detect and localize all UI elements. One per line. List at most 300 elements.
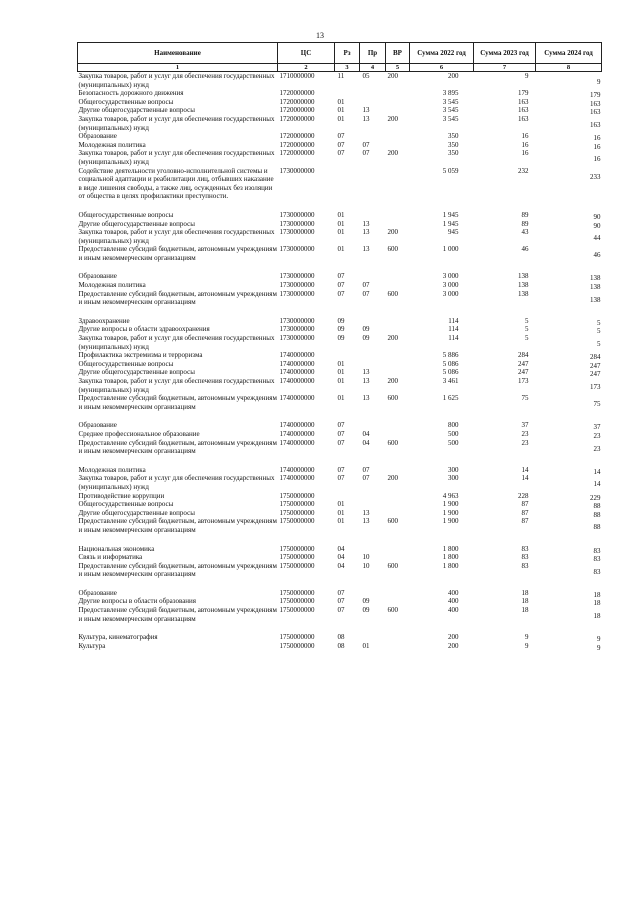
row-sum-2024-value: 75 [593,400,601,409]
table-row [78,98,602,107]
row-target-code: 1750000000 [279,491,315,500]
row-subsection [360,545,386,554]
row-target-code: 1750000000 [279,544,315,553]
table-row [78,421,602,430]
row-sum-2024-value: 163 [590,108,601,117]
row-expense-type [386,89,410,98]
row-section: 07 [337,438,345,447]
row-target-code: 1740000000 [279,359,315,368]
row-sum-2023: 16 [521,149,529,158]
row-expense-type [386,597,410,606]
row-sum-2024-value: 83 [593,555,601,564]
row-sum-2022: 200 [448,633,459,642]
row-sum-2024 [536,439,602,456]
row-expense-type [386,281,410,290]
row-target-code: 1720000000 [279,89,315,98]
row-section: 07 [337,606,345,615]
row-sum-2024 [536,545,602,554]
row-sum-2022: 3 461 [442,377,459,385]
table-row [78,368,602,377]
row-sum-2024 [536,167,602,201]
row-section: 07 [337,289,345,298]
row-target-code: 1720000000 [279,149,315,158]
row-subsection: 09 [362,334,370,343]
spacer-cell [78,262,602,272]
row-name: Связь и информатика [78,553,143,562]
row-sum-2024-value: 138 [590,295,601,304]
row-sum-2024 [536,115,602,132]
table-row [78,439,602,456]
row-expense-type: 600 [387,606,398,615]
row-sum-2024 [536,334,602,351]
row-name: Закупка товаров, работ и услуг для обеспечения государственных (муниципальных) нужд [78,474,275,491]
row-subsection: 07 [362,289,370,298]
row-sum-2023: 89 [521,210,529,219]
column-number: 5 [386,64,410,72]
row-section [335,351,360,360]
row-name: Молодежная политика [78,281,146,290]
row-section: 04 [337,544,345,553]
row-sum-2023: 37 [521,421,529,430]
row-subsection [360,500,386,509]
row-subsection: 13 [362,394,370,403]
row-sum-2022: 1 900 [442,500,459,509]
row-section: 07 [337,421,345,430]
row-name: Закупка товаров, работ и услуг для обеспечения государственных (муниципальных) нужд [78,334,275,351]
table-row [78,466,602,475]
row-target-code: 1730000000 [279,228,315,237]
row-section: 11 [337,72,345,80]
row-expense-type: 600 [387,394,398,403]
row-sum-2024-value: 88 [593,502,601,511]
spacer-cell [78,201,602,211]
row-section [335,492,360,501]
row-sum-2022: 300 [448,474,459,483]
row-sum-2024 [536,421,602,430]
row-sum-2023: 284 [518,351,529,360]
table-row [78,106,602,115]
row-subsection [360,89,386,98]
row-subsection: 09 [362,597,370,606]
row-section: 01 [337,377,345,385]
row-target-code: 1730000000 [279,245,315,254]
row-sum-2023: 16 [521,132,529,141]
row-target-code: 1740000000 [279,421,315,430]
table-row [78,517,602,534]
row-section: 07 [337,597,345,606]
row-target-code: 1740000000 [279,351,315,360]
row-sum-2024-value: 83 [593,567,601,576]
row-name: Предоставление субсидий бюджетным, автономным учреждениям и иным некоммерческим организациям [78,245,277,262]
row-sum-2023: 83 [521,561,529,570]
row-sum-2024-value: 233 [590,172,601,181]
row-expense-type [386,106,410,115]
table-row [78,553,602,562]
row-subsection: 05 [362,72,370,80]
table-row [78,360,602,369]
row-sum-2024-value: 37 [593,423,601,432]
row-sum-2022: 400 [448,597,459,606]
row-expense-type [386,360,410,369]
row-sum-2024 [536,377,602,394]
row-sum-2022: 1 625 [442,394,459,403]
table-row [78,430,602,439]
row-target-code: 1750000000 [279,597,315,606]
row-section [335,167,360,201]
row-subsection [360,360,386,369]
header-cs: ЦС [278,43,335,64]
row-sum-2022: 4 963 [442,491,459,500]
table-row [78,72,602,90]
row-name: Другие вопросы в области здравоохранения [78,325,210,334]
row-sum-2023: 228 [518,491,529,500]
row-target-code: 1740000000 [279,377,315,385]
row-target-code: 1740000000 [279,474,315,483]
row-sum-2022: 1 800 [442,561,459,570]
row-sum-2024 [536,360,602,369]
spacer-row [78,623,602,633]
row-sum-2024 [536,589,602,598]
row-expense-type: 600 [387,245,398,254]
row-section: 01 [337,517,345,526]
row-expense-type: 200 [387,149,398,158]
table-row [78,642,602,651]
row-sum-2023: 9 [525,641,529,650]
row-target-code: 1730000000 [279,289,315,298]
row-section: 01 [337,114,345,123]
row-expense-type [386,211,410,220]
row-sum-2023: 5 [525,334,529,343]
row-name: Молодежная политика [78,465,146,474]
row-name: Среднее профессиональное образование [78,429,200,438]
row-subsection: 07 [362,140,370,149]
row-sum-2023: 173 [518,377,529,385]
row-subsection: 13 [362,114,370,123]
row-expense-type: 200 [387,228,398,237]
row-section: 07 [337,588,345,597]
row-expense-type: 200 [387,114,398,123]
row-name: Предоставление субсидий бюджетным, автономным учреждениям и иным некоммерческим организациям [78,394,277,411]
row-name: Другие общегосударственные вопросы [78,508,195,517]
row-sum-2023: 83 [521,553,529,562]
row-sum-2023: 138 [518,272,529,281]
table-row [78,545,602,554]
column-number: 2 [278,64,335,72]
row-subsection [360,167,386,201]
header-sum-2022: Сумма 2022 год [410,43,474,64]
row-name: Содействие деятельности уголовно-исполнительной системы и социальной адаптации и реабилитации лиц, отбывших наказание в виде лишения свободы, а также лиц, осужденных без изоляции от общества в целях профилактики преступности. [78,166,274,201]
row-sum-2024-value: 18 [593,599,601,608]
row-section: 04 [337,561,345,570]
row-name: Культура, кинематография [78,633,158,642]
row-sum-2022: 1 900 [442,508,459,517]
row-target-code: 1730000000 [279,325,315,334]
spacer-cell [78,623,602,633]
row-sum-2024 [536,317,602,326]
row-sum-2024 [536,272,602,281]
row-sum-2023: 14 [521,474,529,483]
row-sum-2023: 247 [518,368,529,377]
row-sum-2023: 87 [521,508,529,517]
row-name: Закупка товаров, работ и услуг для обеспечения государственных (муниципальных) нужд [78,377,275,394]
row-section: 01 [337,245,345,254]
column-number: 3 [335,64,360,72]
row-sum-2022: 5 086 [442,359,459,368]
row-sum-2023: 16 [521,140,529,149]
row-subsection: 09 [362,606,370,615]
row-expense-type [386,642,410,651]
row-sum-2024 [536,220,602,229]
row-sum-2024-value: 284 [590,353,601,362]
row-expense-type [386,509,410,518]
table-row [78,597,602,606]
row-sum-2024-value: 173 [590,383,601,391]
header-rz: Рз [335,43,360,64]
row-section: 07 [337,149,345,158]
row-subsection: 10 [362,553,370,562]
row-sum-2022: 3 000 [442,281,459,290]
spacer-row [78,411,602,421]
row-expense-type [386,325,410,334]
row-sum-2022: 1 000 [442,245,459,254]
row-sum-2023: 87 [521,500,529,509]
row-target-code: 1710000000 [279,72,315,80]
row-target-code: 1720000000 [279,114,315,123]
row-sum-2024 [536,132,602,141]
row-section: 07 [337,272,345,281]
row-name: Противодействие коррупции [78,491,165,500]
row-sum-2024 [536,351,602,360]
row-section: 01 [337,359,345,368]
row-section: 01 [337,368,345,377]
table-row [78,474,602,491]
row-sum-2022: 114 [448,325,459,334]
row-sum-2023: 43 [521,228,529,237]
row-section: 01 [337,228,345,237]
row-name: Общегосударственные вопросы [78,97,174,106]
row-expense-type [386,317,410,326]
table-row [78,272,602,281]
row-expense-type [386,545,410,554]
table-row [78,245,602,262]
row-sum-2024 [536,517,602,534]
row-name: Предоставление субсидий бюджетным, автономным учреждениям и иным некоммерческим организациям [78,289,277,307]
row-sum-2024-value: 247 [590,361,601,370]
row-expense-type [386,492,410,501]
row-name: Национальная экономика [78,544,155,553]
spacer-row [78,262,602,272]
row-sum-2024-value: 14 [593,480,601,489]
row-sum-2024-value: 179 [590,91,601,100]
row-sum-2022: 945 [448,228,459,237]
row-target-code: 1750000000 [279,561,315,570]
table-row [78,89,602,98]
row-subsection: 13 [362,106,370,115]
row-target-code: 1750000000 [279,633,315,642]
row-sum-2024-value: 9 [597,643,601,652]
row-sum-2024 [536,106,602,115]
spacer-cell [78,535,602,545]
page-number: 13 [316,31,324,40]
row-expense-type: 600 [387,561,398,570]
header-vr: ВР [386,43,410,64]
table-header [78,43,602,72]
row-name: Здравоохранение [78,316,130,325]
row-sum-2024-value: 229 [590,493,601,502]
row-sum-2022: 114 [448,316,459,325]
row-expense-type [386,132,410,141]
row-sum-2022: 3 000 [442,272,459,281]
row-subsection: 13 [362,219,370,228]
row-sum-2022: 400 [448,606,459,615]
table-row [78,394,602,411]
row-name: Образование [78,588,117,597]
row-expense-type [386,466,410,475]
row-subsection: 09 [362,325,370,334]
row-target-code: 1740000000 [279,368,315,377]
spacer-row [78,307,602,317]
row-sum-2022: 5 059 [442,166,459,175]
row-sum-2023: 46 [521,245,529,254]
row-section: 09 [337,334,345,343]
row-sum-2022: 3 545 [442,97,459,106]
row-section: 08 [337,633,345,642]
row-name: Закупка товаров, работ и услуг для обеспечения государственных (муниципальных) нужд [78,149,275,166]
row-subsection: 07 [362,465,370,474]
row-sum-2024-value: 18 [593,590,601,599]
row-sum-2024 [536,509,602,518]
row-subsection [360,492,386,501]
row-section: 01 [337,500,345,509]
row-subsection: 13 [362,377,370,385]
row-sum-2023: 14 [521,465,529,474]
row-sum-2022: 350 [448,149,459,158]
header-pr: Пр [360,43,386,64]
row-sum-2024-value: 138 [590,274,601,283]
row-sum-2024 [536,642,602,651]
row-subsection [360,317,386,326]
row-target-code: 1740000000 [279,438,315,447]
table-row [78,141,602,150]
row-sum-2023: 5 [525,316,529,325]
row-name: Предоставление субсидий бюджетным, автономным учреждениям и иным некоммерческим организациям [78,561,277,579]
row-sum-2024 [536,430,602,439]
row-expense-type [386,553,410,562]
row-name: Другие общегосударственные вопросы [78,368,195,377]
row-sum-2024 [536,606,602,623]
row-sum-2023: 247 [518,359,529,368]
row-name: Безопасность дорожного движения [78,89,184,98]
table-body [78,72,602,651]
row-section: 01 [337,219,345,228]
row-expense-type: 600 [387,517,398,526]
row-sum-2022: 1 945 [442,219,459,228]
row-target-code: 1730000000 [279,334,315,343]
row-sum-2024-value: 46 [593,251,601,260]
row-sum-2022: 1 900 [442,517,459,526]
row-expense-type: 600 [387,438,398,447]
row-expense-type: 200 [387,72,398,80]
table-row [78,562,602,579]
row-sum-2024 [536,466,602,475]
row-sum-2024-value: 88 [593,510,601,519]
row-subsection: 04 [362,429,370,438]
table-row [78,115,602,132]
budget-table [77,42,602,650]
row-sum-2023: 23 [521,429,529,438]
row-target-code: 1720000000 [279,140,315,149]
row-sum-2023: 5 [525,325,529,334]
row-sum-2022: 3 545 [442,114,459,123]
row-target-code: 1740000000 [279,429,315,438]
row-sum-2022: 350 [448,132,459,141]
row-target-code: 1750000000 [279,606,315,615]
row-sum-2024 [536,141,602,150]
table-row [78,220,602,229]
table-row [78,589,602,598]
row-section: 01 [337,97,345,106]
row-sum-2024 [536,633,602,642]
table-row [78,606,602,623]
row-sum-2024-value: 18 [593,612,601,621]
row-section: 07 [337,132,345,141]
header-sum-2024: Сумма 2024 год [536,43,602,64]
row-sum-2024 [536,89,602,98]
row-section: 01 [337,106,345,115]
row-sum-2024-value: 16 [593,155,601,164]
row-sum-2022: 200 [448,641,459,650]
row-sum-2023: 9 [525,72,529,80]
row-sum-2023: 163 [518,106,529,115]
row-sum-2022: 1 800 [442,544,459,553]
table-row [78,351,602,360]
row-sum-2024-value: 23 [593,444,601,453]
row-sum-2022: 800 [448,421,459,430]
spacer-row [78,456,602,466]
row-sum-2024-value: 5 [597,340,601,349]
table-row [78,290,602,307]
row-sum-2022: 500 [448,438,459,447]
row-target-code: 1750000000 [279,500,315,509]
row-sum-2024-value: 9 [597,635,601,644]
row-section: 07 [337,140,345,149]
row-subsection [360,421,386,430]
row-sum-2023: 75 [521,394,529,403]
row-name: Образование [78,272,117,281]
row-sum-2024-value: 163 [590,120,601,129]
row-sum-2023: 138 [518,281,529,290]
row-sum-2023: 18 [521,588,529,597]
row-sum-2024 [536,474,602,491]
row-section: 09 [337,316,345,325]
row-sum-2024 [536,211,602,220]
row-sum-2024-value: 16 [593,134,601,143]
row-sum-2022: 5 086 [442,368,459,377]
row-subsection [360,98,386,107]
row-sum-2024 [536,245,602,262]
row-name: Закупка товаров, работ и услуг для обеспечения государственных (муниципальных) нужд [78,228,275,245]
row-subsection [360,351,386,360]
row-sum-2024-value: 16 [593,142,601,151]
row-target-code: 1720000000 [279,97,315,106]
row-sum-2024-value: 14 [593,467,601,476]
row-expense-type: 200 [387,334,398,343]
row-subsection: 07 [362,149,370,158]
row-sum-2022: 114 [448,334,459,343]
row-expense-type [386,351,410,360]
table-row [78,149,602,166]
row-subsection [360,589,386,598]
